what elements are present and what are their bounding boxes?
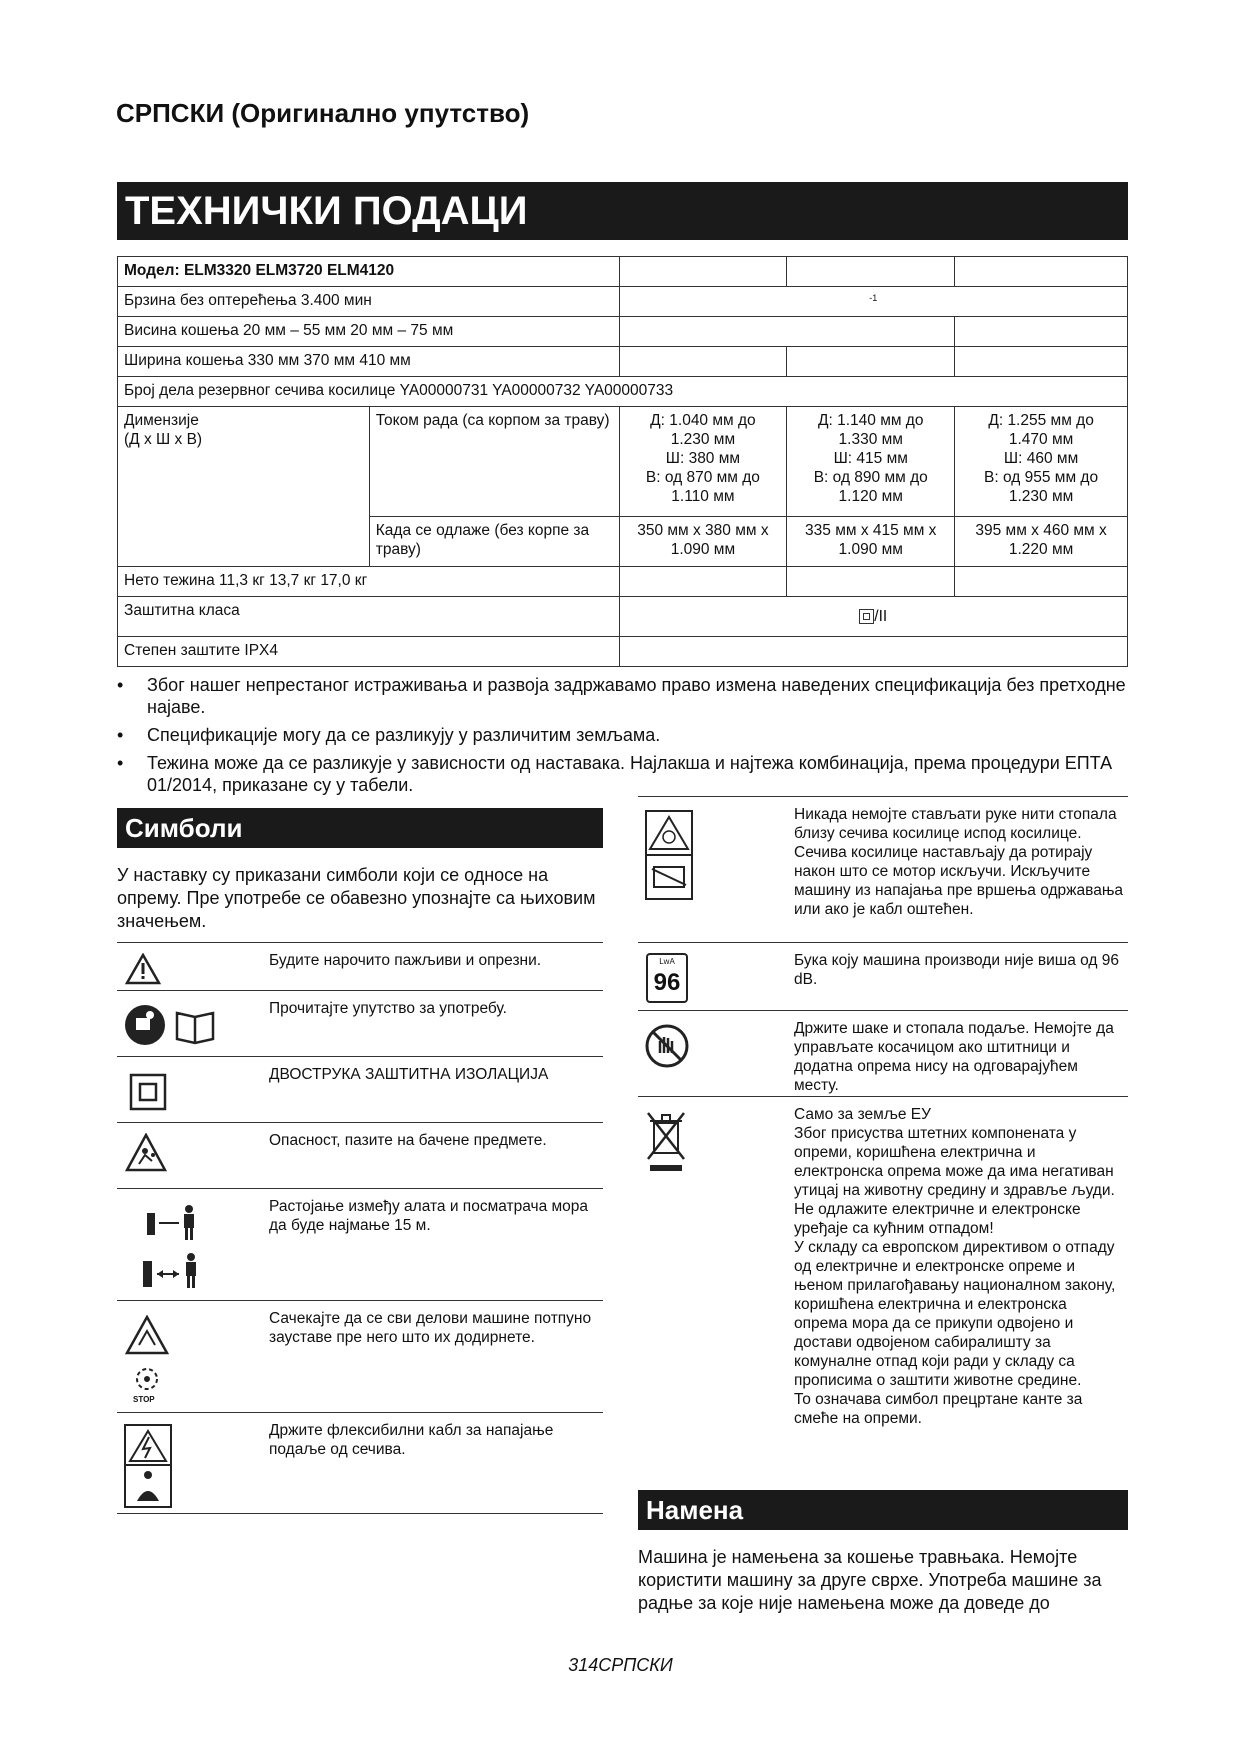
symbol-text: ДВОСТРУКА ЗАШТИТНА ИЗОЛАЦИЈА [269,1066,549,1083]
storage-value-elm3320: 350 мм х 380 мм х 1.090 мм [619,517,787,567]
protection-class-cell [619,597,1128,637]
double-insulation-icon [859,609,874,624]
double-insulation-icon [129,1073,167,1111]
noise-level-icon [646,953,688,1003]
page-footer: 314СРПСКИ [568,1655,673,1675]
symbol-row-insulation [117,1056,603,1123]
purpose-header: Намена [638,1490,1128,1530]
storage-value-elm4120: 395 мм х 460 мм х 1.220 мм [955,517,1128,567]
bullet-item: • Спецификације могу да се разликују у различитим земљама. [117,724,1128,746]
storage-label: Када се одлаже (без корпе за траву) [369,517,619,567]
symbol-row-weee [638,1096,1128,1481]
crossed-bin-icon [644,1109,688,1175]
cord-away-icon [123,1423,173,1509]
speed-sup: -1 [619,287,1128,317]
symbol-text: Будите нарочито пажљиви и опрезни. [269,952,542,969]
symbol-row-caution [117,942,603,991]
cut-width: Ширина кошења 330 мм 370 мм 410 мм [118,347,620,377]
purpose-text: Машина је намењена за кошење травњака. Немојте користити машину за друге сврхе. Употреба машине за радње за које није намењена може да доведе до [638,1547,1102,1613]
symbols-header: Симболи [117,808,603,848]
blade-hazard-icon [644,809,694,901]
protection-class-value: /II [874,608,888,625]
keep-hands-away-icon [644,1023,690,1069]
symbols-intro: У наставку су приказани симболи који се односе на опрему. Пре употребе се обавезно упознајте са њиховим значењем. [117,865,596,931]
symbol-text: Растојање између алата и посматрача мора да буде најмање 15 м. [269,1198,589,1234]
symbol-text: Прочитајте упутство за употребу. [269,1000,507,1017]
symbol-text: Држите шаке и стопала подаље. Немојте да управљате косачицом ако штитници и додатна опрема нису на одговарајућем месту. [794,1020,1114,1094]
cut-height: Висина кошења 20 мм – 55 мм 20 мм – 75 мм [118,317,620,347]
bullet-list [117,674,1128,802]
thrown-objects-icon [125,1133,167,1173]
bullet-item: • Тежина може да се разликује у зависности од наставака. Најлакша и најтежа комбинација, према процедури ЕПТА 01/2014, приказане су у табели. [117,752,1128,796]
symbol-text: Опасност, пазите на бачене предмете. [269,1132,547,1149]
symbol-row-cord [117,1412,603,1514]
symbol-text: Бука коју машина производи није виша од 96 dB. [794,952,1120,988]
net-weight: Нето тежина 11,3 кг 13,7 кг 17,0 кг [118,567,620,597]
symbol-text: Само за земље ЕУ Због присуства штетних компонената у опреми, коришћена електрична и електронска опрема може да има негативан утицај на животну средину и здравље људи. Не одлажите електричне и електронске уређаје са кућним отпадом! У складу са европском директивом о отпаду од електричне и електронске опреме и њеном прилагођавању националном закону, коришћена електрична и електронска опрема мора да се прикупи одвојено и достави одвојеном сабиралишту за комуналне отпад који ради у складу са прописима о заштити животне средине. То означава симбол прецртане канте за смеће на опреми. [794,1106,1116,1427]
spec-header: ТЕХНИЧКИ ПОДАЦИ [117,182,1128,240]
speed-row [118,287,620,317]
storage-value-elm3720: 335 мм х 415 мм х 1.090 мм [787,517,955,567]
dimensions-label: Димензије (Д х Ш х В) [118,407,370,567]
warning-triangle-icon [125,953,161,985]
symbol-text: Држите флексибилни кабл за напајање подаље од сечива. [269,1422,554,1458]
symbol-row-manual [117,990,603,1057]
bullet-item: • Због нашег непрестаног истраживања и развоја задржавамо право измена наведених спецификација без претходне најаве. [117,674,1128,718]
model-label: Модел: ELM3320 ELM3720 ELM4120 [118,257,620,287]
operating-value-elm4120: Д: 1.255 мм до 1.470 мм Ш: 460 мм В: од 955 мм до 1.230 мм [955,407,1128,517]
noise-sub: LwA [659,957,675,966]
read-manual-icon [123,1003,223,1047]
speed-text: Брзина без оптерећења 3.400 мин [124,292,372,309]
symbol-row-hands-feet [638,1010,1128,1097]
symbol-row-blades [638,796,1128,943]
symbol-row-thrown-objects [117,1122,603,1189]
operating-label: Током рада (са корпом за траву) [369,407,619,517]
operating-value-elm3320: Д: 1.040 мм до 1.230 мм Ш: 380 мм В: од 870 мм до 1.110 мм [619,407,787,517]
symbol-row-distance [117,1188,603,1301]
protection-class-label: Заштитна класа [118,597,620,637]
blade-part: Број дела резервног сечива косилице YA00000731 YA00000732 YA00000733 [118,377,1128,407]
symbol-text: Сачекајте да се сви делови машине потпуно зауставе пре него што их додирнете. [269,1310,592,1346]
symbol-text: Никада немојте стављати руке нити стопала близу сечива косилице испод косилице. Сечива косилице настављају да ротирају након што се мотор искључи. Искључите машину из напајања пре вршења одржавања или ако је кабл оштећен. [794,806,1124,918]
symbol-row-wait-stop [117,1300,603,1413]
wait-stop-icon [125,1315,169,1405]
operating-value-elm3720: Д: 1.140 мм до 1.330 мм Ш: 415 мм В: од 890 мм до 1.120 мм [787,407,955,517]
page-title: СРПСКИ (Оригинално упутство) [116,98,530,128]
ip-rating: Степен заштите IPX4 [118,637,620,667]
distance-icon [139,1201,209,1293]
noise-value: 96 [653,969,681,996]
symbol-row-noise [638,942,1128,1011]
spec-table [117,256,1128,667]
stop-label: STOP [133,1395,155,1404]
